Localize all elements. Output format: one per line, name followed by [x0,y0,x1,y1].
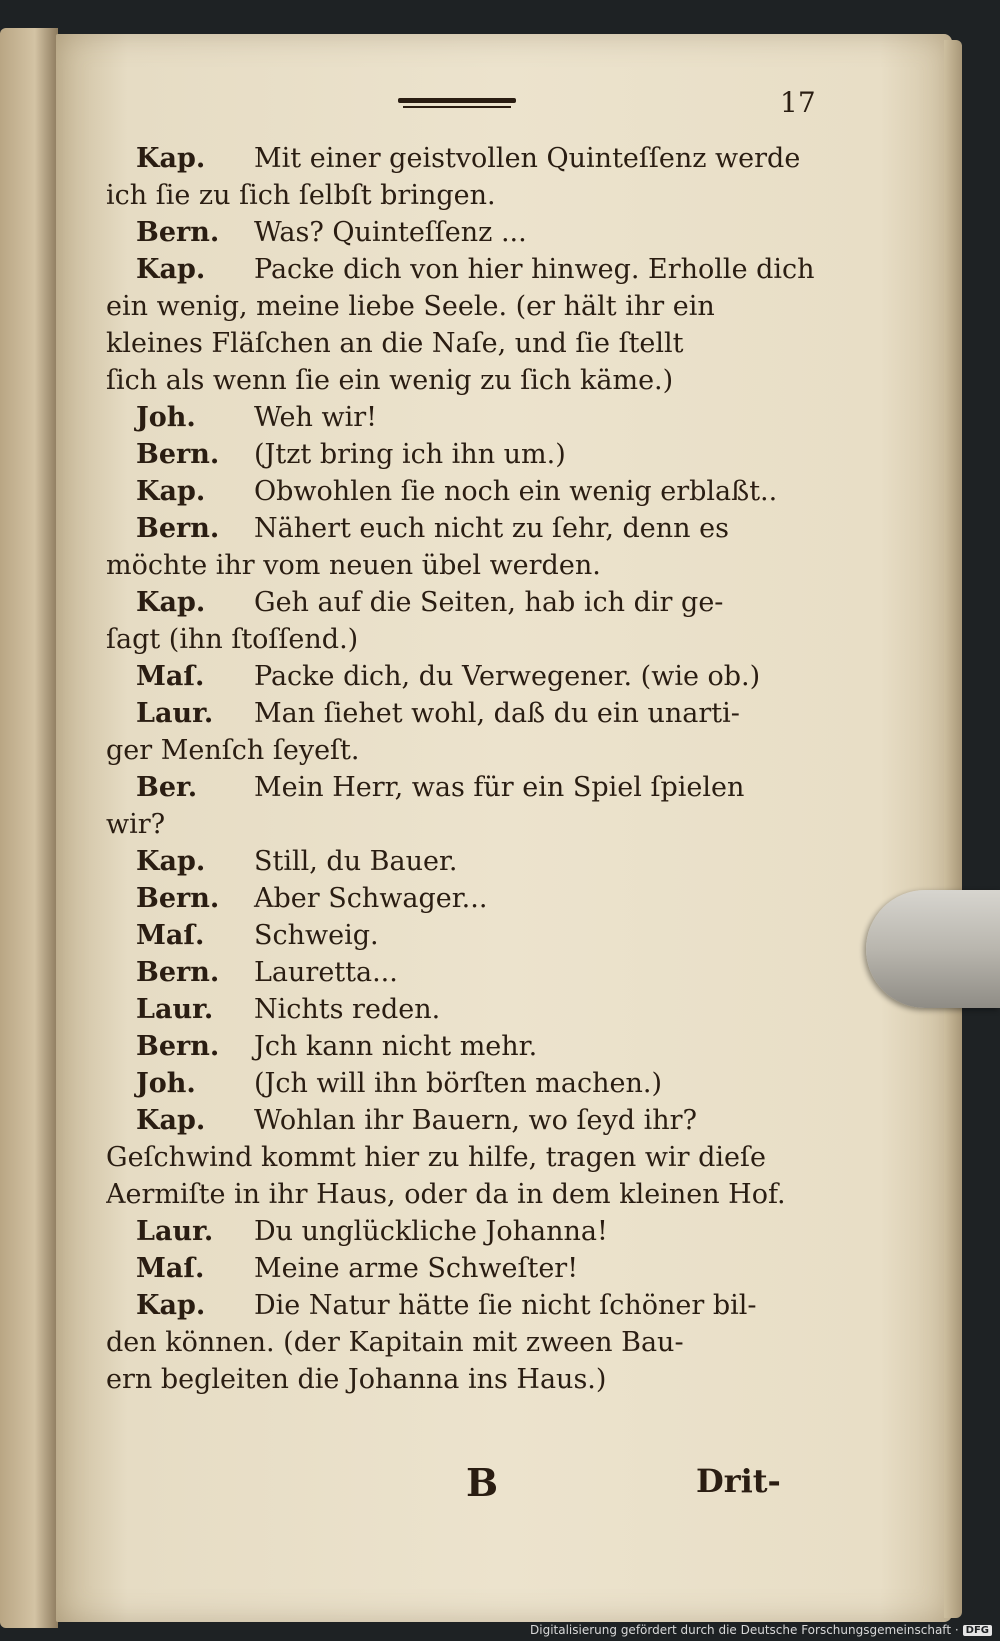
speaker-name: Maſ. [136,1253,205,1284]
text-line [106,1176,826,1213]
speaker-name: Kap. [136,1290,206,1321]
header-rule-thin [403,106,511,108]
text-line [106,288,826,325]
line-text: wir? [106,809,166,840]
line-text: Geh auf die Seiten, hab ich dir ge- [254,587,724,618]
dialogue-text [106,140,826,1398]
text-line [106,399,826,436]
line-text: Jch kann nicht mehr. [254,1031,538,1062]
line-text: Wohlan ihr Bauern, wo ſeyd ihr? [254,1105,697,1136]
line-text: Was? Quinteſſenz ... [254,217,527,248]
speaker-name: Laur. [136,1216,214,1247]
dfg-logo: DFG [963,1625,992,1636]
line-text: Schweig. [254,920,379,951]
text-line [106,1139,826,1176]
line-text: ich ſie zu ſich ſelbſt bringen. [106,180,496,211]
text-line [106,436,826,473]
text-line [106,1065,826,1102]
line-text: Aber Schwager... [254,883,488,914]
line-text: Die Natur hätte ſie nicht ſchöner bil- [254,1290,757,1321]
text-line [106,177,826,214]
text-line [106,991,826,1028]
text-line [106,510,826,547]
speaker-name: Laur. [136,698,214,729]
text-line [106,1213,826,1250]
line-text: Weh wir! [254,402,378,433]
speaker-name: Bern. [136,439,220,470]
catchword: Drit- [696,1462,781,1500]
text-line [106,806,826,843]
line-text: möchte ihr vom neuen übel werden. [106,550,601,581]
speaker-name: Bern. [136,957,220,988]
speaker-name: Kap. [136,846,206,877]
page-number: 17 [780,86,816,119]
line-text: Mit einer geistvollen Quinteſſenz werde [254,143,801,174]
line-text: (Jch will ihn börſten machen.) [254,1068,662,1099]
text-line [106,695,826,732]
line-text: Packe dich, du Verwegener. (wie ob.) [254,661,761,692]
line-text: Man ſiehet wohl, daß du ein unarti- [254,698,740,729]
line-text: (Jtzt bring ich ihn um.) [254,439,566,470]
text-line [106,1250,826,1287]
text-line [106,140,826,177]
speaker-name: Maſ. [136,920,205,951]
speaker-name: Kap. [136,476,206,507]
speaker-name: Kap. [136,1105,206,1136]
line-text: Still, du Bauer. [254,846,458,877]
signature-mark: B [466,1460,499,1505]
text-line [106,1324,826,1361]
line-text: Geſchwind kommt hier zu hilfe, tragen wir dieſe [106,1142,766,1173]
speaker-name: Kap. [136,143,206,174]
line-text: Nähert euch nicht zu ſehr, denn es [254,513,729,544]
line-text: Lauretta... [254,957,398,988]
text-line [106,1028,826,1065]
line-text: ſagt (ihn ſtoſſend.) [106,624,359,655]
line-text: Meine arme Schweſter! [254,1253,579,1284]
line-text: Mein Herr, was für ein Spiel ſpielen [254,772,745,803]
line-text: kleines Fläſchen an die Naſe, und ſie ſtellt [106,328,684,359]
line-text: Packe dich von hier hinweg. Erholle dich [254,254,815,285]
speaker-name: Joh. [136,402,196,433]
page-stack-edge [944,40,962,1618]
text-line [106,1361,826,1398]
line-text: ger Menſch ſeyeſt. [106,735,360,766]
text-line [106,214,826,251]
line-text: Nichts reden. [254,994,441,1025]
line-text: Aermiſte in ihr Haus, oder da in dem kleinen Hof. [106,1179,786,1210]
text-line [106,732,826,769]
text-line [106,547,826,584]
text-line [106,584,826,621]
text-line [106,1287,826,1324]
header-rule [398,98,516,103]
text-line [106,621,826,658]
speaker-name: Ber. [136,772,198,803]
speaker-name: Laur. [136,994,214,1025]
page-clip [866,890,1000,1008]
speaker-name: Joh. [136,1068,196,1099]
text-line [106,251,826,288]
text-line [106,769,826,806]
digitization-footer [530,1623,992,1637]
text-line [106,473,826,510]
speaker-name: Bern. [136,217,220,248]
text-line [106,954,826,991]
speaker-name: Bern. [136,1031,220,1062]
footer-text: Digitalisierung gefördert durch die Deutsche Forschungsgemeinschaft · [530,1623,959,1637]
line-text: Obwohlen ſie noch ein wenig erblaßt.. [254,476,778,507]
facing-page-edge [0,28,58,1628]
speaker-name: Maſ. [136,661,205,692]
text-line [106,880,826,917]
text-line [106,1102,826,1139]
text-line [106,362,826,399]
text-line [106,325,826,362]
text-line [106,658,826,695]
text-line [106,843,826,880]
speaker-name: Kap. [136,254,206,285]
line-text: ern begleiten die Johanna ins Haus.) [106,1364,607,1395]
line-text: ein wenig, meine liebe Seele. (er hält ihr ein [106,291,715,322]
line-text: den können. (der Kapitain mit zween Bau- [106,1327,684,1358]
speaker-name: Bern. [136,883,220,914]
speaker-name: Kap. [136,587,206,618]
text-line [106,917,826,954]
line-text: ſich als wenn ſie ein wenig zu ſich käme.) [106,365,674,396]
line-text: Du unglückliche Johanna! [254,1216,608,1247]
speaker-name: Bern. [136,513,220,544]
